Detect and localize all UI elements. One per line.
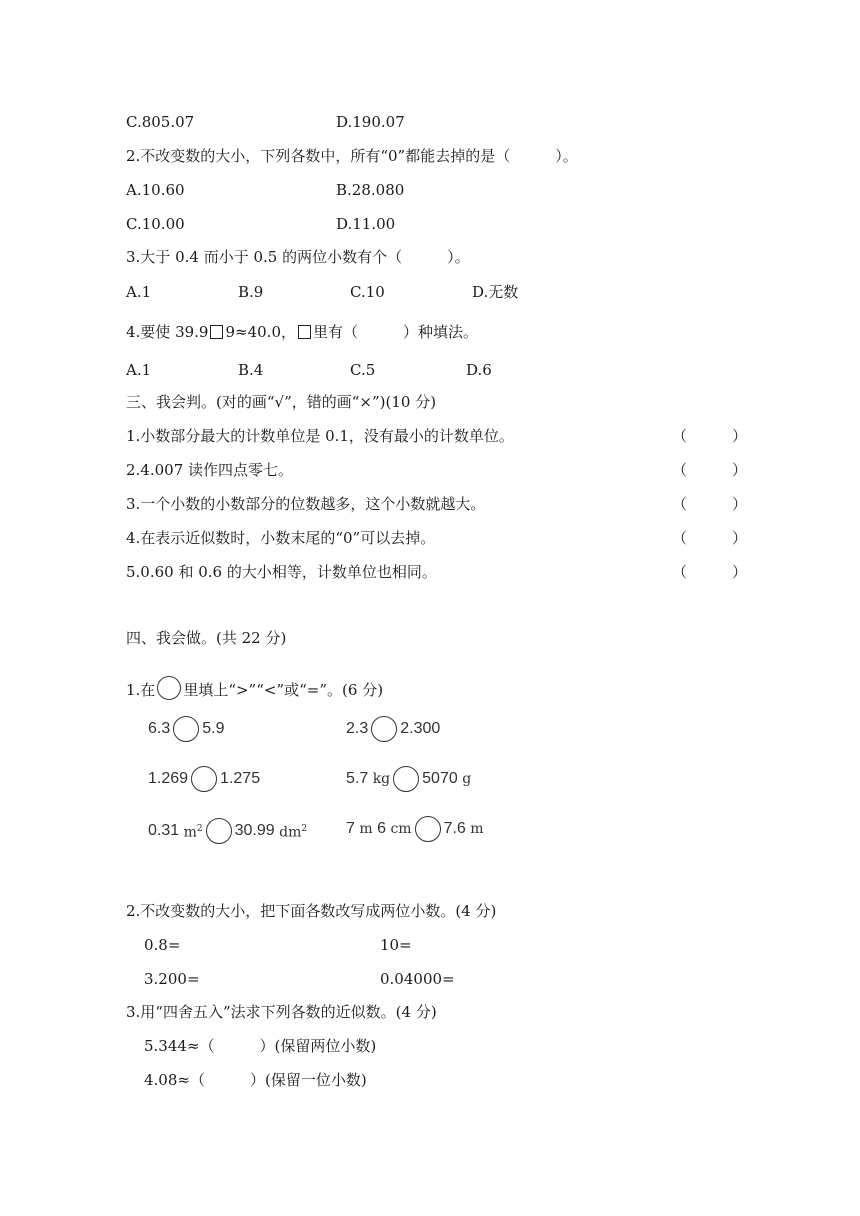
unit-label: g (462, 771, 472, 787)
compare-right: 30.99 (234, 821, 275, 839)
unit-label: m (359, 821, 373, 837)
compare-circle-blank[interactable] (206, 818, 232, 844)
compare-left: 5.7 (346, 770, 369, 787)
q3-option-d: D.无数 (472, 283, 519, 301)
rewrite-item: 0.8= (144, 936, 181, 954)
rounding-item: 4.08≈（ ）(保留一位小数) (144, 1071, 367, 1089)
unit-label: $dm^2$ (279, 824, 308, 841)
judge-answer-blank-5[interactable]: （ ） (672, 563, 748, 581)
blank-square-icon (298, 325, 311, 339)
q2-stem: 2.不改变数的大小，下列各数中，所有“0”都能去掉的是（ ）。 (126, 147, 578, 165)
compare-circle-blank[interactable] (393, 766, 419, 792)
q4-3-stem: 3.用“四舍五入”法求下列各数的近似数。(4 分) (126, 1003, 437, 1021)
q2-option-d: D.11.00 (336, 215, 396, 233)
q3-option-a: A.1 (126, 283, 152, 301)
compare-right: 7.6 (443, 820, 466, 837)
q4-option-b: B.4 (238, 361, 264, 379)
q4-stem-mid: 9≈40.0， (225, 323, 296, 341)
compare-left: 1.269 (148, 770, 189, 787)
rewrite-item: 0.04000= (380, 970, 455, 988)
unit-label: $m^2$ (183, 824, 203, 841)
rewrite-item: 10= (380, 936, 412, 954)
q4-stem-after: 里有（ ）种填法。 (313, 323, 479, 341)
q3-option-b: B.9 (238, 283, 264, 301)
compare-circle-blank[interactable] (191, 766, 217, 792)
compare-item (346, 764, 471, 794)
rewrite-item: 3.200= (144, 970, 200, 988)
q4-option-c: C.5 (350, 361, 376, 379)
compare-left: 6.3 (148, 720, 171, 737)
q4-option-a: A.1 (126, 361, 152, 379)
judge-item-3: 3.一个小数的小数部分的位数越多，这个小数就越大。 (126, 495, 486, 513)
rounding-item: 5.344≈（ ）(保留两位小数) (144, 1037, 377, 1055)
compare-item (148, 764, 260, 794)
q4-1-stem (126, 676, 383, 700)
judge-item-5: 5.0.60 和 0.6 的大小相等，计数单位也相同。 (126, 563, 437, 581)
compare-item (346, 714, 440, 744)
judge-answer-blank-2[interactable]: （ ） (672, 461, 748, 479)
unit-label: m (470, 821, 484, 837)
section-4-heading: 四、我会做。(共 22 分) (126, 629, 287, 647)
judge-answer-blank-4[interactable]: （ ） (672, 529, 748, 547)
compare-circle-blank[interactable] (371, 716, 397, 742)
q4-1-stem-before: 1.在 (126, 681, 156, 699)
q3-stem: 3.大于 0.4 而小于 0.5 的两位小数有个（ ）。 (126, 248, 470, 266)
compare-left: 2.3 (346, 720, 369, 737)
compare-left: 7 (346, 820, 355, 837)
q3-option-c: C.10 (350, 283, 385, 301)
compare-right: 2.300 (400, 720, 441, 737)
q4-stem (126, 322, 478, 342)
compare-left: 0.31 (148, 821, 180, 839)
q2-option-c: C.10.00 (126, 215, 185, 233)
compare-circle-blank[interactable] (415, 816, 441, 842)
q4-option-d: D.6 (466, 361, 492, 379)
judge-answer-blank-3[interactable]: （ ） (672, 495, 748, 513)
q1-option-c: C.805.07 (126, 113, 195, 131)
compare-circle-blank[interactable] (173, 716, 199, 742)
q4-stem-before: 4.要使 39.9 (126, 323, 209, 341)
q1-option-d: D.190.07 (336, 113, 405, 131)
compare-left: 6 (377, 820, 386, 837)
compare-item (148, 714, 225, 744)
judge-answer-blank-1[interactable]: （ ） (672, 427, 748, 445)
judge-item-2: 2.4.007 读作四点零七。 (126, 461, 294, 479)
compare-right: 1.275 (220, 770, 261, 787)
judge-item-4: 4.在表示近似数时，小数末尾的“0”可以去掉。 (126, 529, 436, 547)
q4-2-stem: 2.不改变数的大小，把下面各数改写成两位小数。(4 分) (126, 902, 497, 920)
q2-option-a: A.10.60 (126, 181, 185, 199)
unit-label: kg (372, 771, 391, 787)
section-3-heading: 三、我会判。(对的画“√”，错的画“×”)(10 分) (126, 393, 437, 411)
q2-option-b: B.28.080 (336, 181, 405, 199)
judge-item-1: 1.小数部分最大的计数单位是 0.1，没有最小的计数单位。 (126, 427, 514, 445)
compare-right: 5070 (422, 770, 458, 787)
compare-item (148, 814, 307, 848)
blank-circle-icon (157, 676, 181, 700)
compare-item (346, 814, 484, 844)
blank-square-icon (210, 325, 223, 339)
compare-right: 5.9 (202, 720, 225, 737)
unit-label: cm (390, 821, 412, 837)
q4-1-stem-after: 里填上“>”“<”或“=”。(6 分) (183, 681, 384, 699)
